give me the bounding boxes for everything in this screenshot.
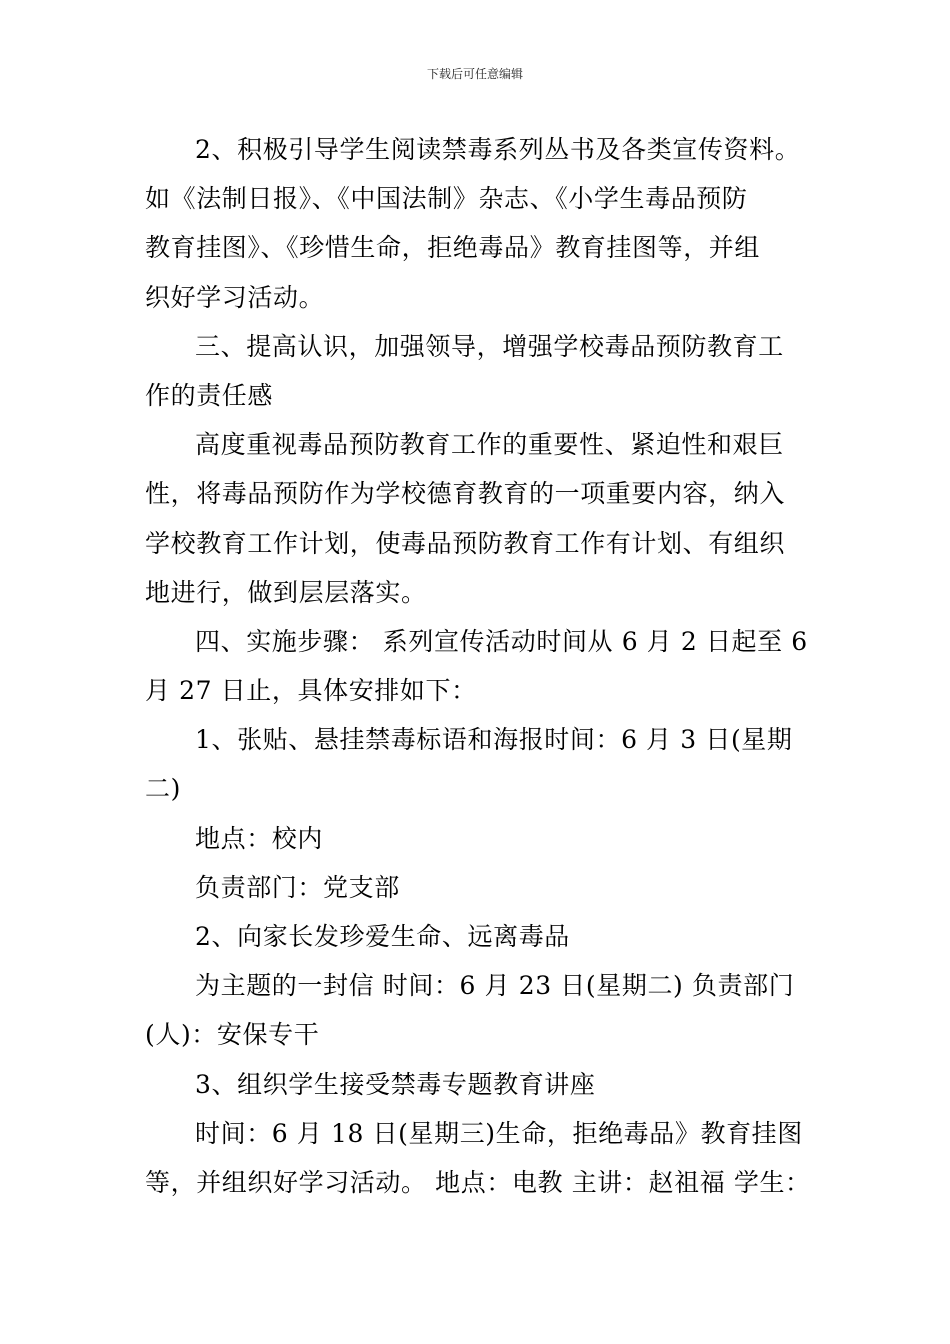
section-heading-line: 三、提高认识，加强领导，增强学校毒品预防教育工 bbox=[195, 331, 784, 361]
page-header-note: 下载后可任意编辑 bbox=[426, 67, 523, 81]
text-line: 时间：6 月 18 日(星期三)生命，拒绝毒品》教育挂图 bbox=[195, 1118, 803, 1148]
text-line: 月 27 日止，具体安排如下： bbox=[145, 676, 477, 706]
text-line: 二) bbox=[145, 774, 181, 804]
text-line: 学校教育工作计划，使毒品预防教育工作有计划、有组织 bbox=[145, 528, 786, 558]
text-line: 为主题的一封信 时间：6 月 23 日(星期二) 负责部门 bbox=[195, 971, 795, 1001]
list-item-line: 3、组织学生接受禁毒专题教育讲座 bbox=[195, 1069, 596, 1099]
text-line: 等，并组织好学习活动。 地点：电教 主讲：赵祖福 学生： bbox=[145, 1167, 811, 1197]
text-line: 织好学习活动。 bbox=[145, 282, 325, 312]
department-line: 负责部门：党支部 bbox=[195, 872, 400, 902]
section-heading-line: 作的责任感 bbox=[145, 380, 274, 410]
text-line: 地进行，做到层层落实。 bbox=[145, 577, 427, 607]
text-line: 如《法制日报》、《中国法制》杂志、《小学生毒品预防 bbox=[145, 184, 748, 214]
text-line: 高度重视毒品预防教育工作的重要性、紧迫性和艰巨 bbox=[195, 430, 784, 460]
text-line: 2、积极引导学生阅读禁毒系列丛书及各类宣传资料。 bbox=[195, 135, 801, 164]
list-item-line: 2、向家长发珍爱生命、远离毒品 bbox=[195, 922, 570, 951]
location-line: 地点：校内 bbox=[195, 823, 324, 853]
document-body bbox=[145, 125, 820, 1207]
text-line: 性，将毒品预防作为学校德育教育的一项重要内容，纳入 bbox=[145, 479, 786, 509]
text-line: (人)：安保专干 bbox=[145, 1020, 320, 1050]
list-item-line: 1、张贴、悬挂禁毒标语和海报时间：6 月 3 日(星期 bbox=[195, 725, 793, 755]
section-heading-line: 四、实施步骤： 系列宣传活动时间从 6 月 2 日起至 6 bbox=[195, 626, 808, 656]
text-line: 教育挂图》、《珍惜生命，拒绝毒品》教育挂图等，并组 bbox=[145, 233, 761, 263]
